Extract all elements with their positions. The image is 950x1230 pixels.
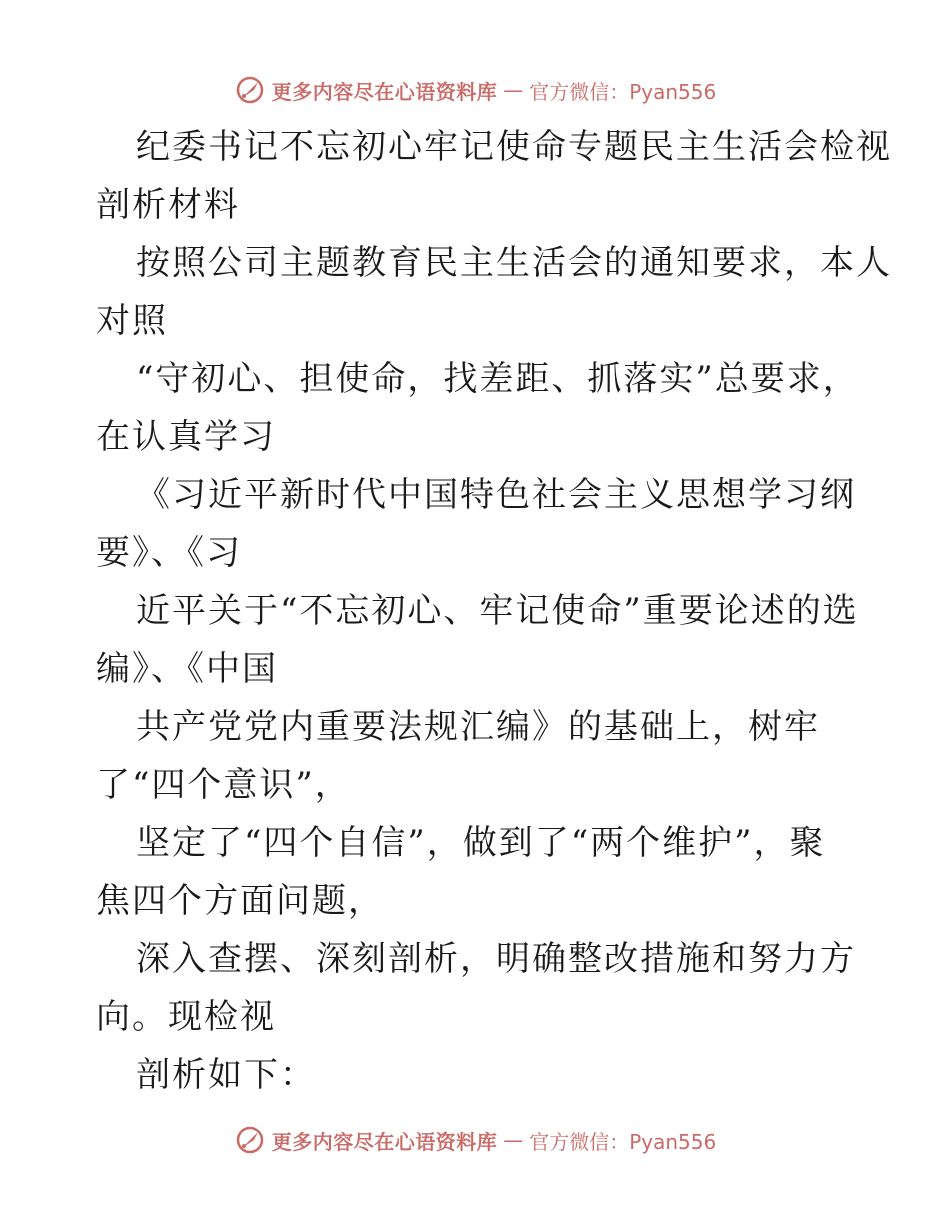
document-body xyxy=(96,118,892,1104)
paragraph-line: 深入查摆、深刻剖析，明确整改措施和努力方 xyxy=(136,939,856,979)
paragraph-line: 近平关于“不忘初心、牢记使命”重要论述的选 xyxy=(136,591,859,631)
quill-pen-logo-icon xyxy=(234,74,266,106)
footer-banner-wechat: 官方微信：Pyan556 xyxy=(529,1129,717,1154)
header-banner-text: 更多内容尽在心语资料库 xyxy=(271,79,498,104)
footer-banner-separator: — xyxy=(503,1128,524,1152)
title-line-2: 剖析材料 xyxy=(96,185,240,225)
footer-banner-text: 更多内容尽在心语资料库 xyxy=(271,1129,498,1154)
paragraph-line: 共产党党内重要法规汇编》的基础上，树牢 xyxy=(136,707,820,747)
header-banner xyxy=(0,72,950,108)
header-banner-wechat: 官方微信：Pyan556 xyxy=(529,79,717,104)
paragraph-line: 了“四个意识”， xyxy=(96,765,351,805)
paragraph-line: 焦四个方面问题， xyxy=(96,881,384,921)
paragraph-line: 坚定了“四个自信”，做到了“两个维护”，聚 xyxy=(136,823,826,863)
paragraph-line: 要》、《习 xyxy=(96,533,242,573)
paragraph-line: 对照 xyxy=(96,301,168,341)
paragraph-line: 向。现检视 xyxy=(96,997,276,1037)
footer-banner xyxy=(0,1122,950,1158)
header-banner-separator: — xyxy=(503,78,524,102)
paragraph-line: “守初心、担使命，找差距、抓落实”总要求， xyxy=(136,359,859,399)
paragraph-line: 在认真学习 xyxy=(96,417,276,457)
title-line-1: 纪委书记不忘初心牢记使命专题民主生活会检视 xyxy=(136,127,892,167)
quill-pen-logo-icon xyxy=(234,1124,266,1156)
paragraph-line: 编》、《中国 xyxy=(96,649,278,689)
paragraph-line: 按照公司主题教育民主生活会的通知要求，本人 xyxy=(136,243,892,283)
paragraph-line: 剖析如下： xyxy=(136,1055,316,1095)
paragraph-line: 《习近平新时代中国特色社会主义思想学习纲 xyxy=(136,475,856,515)
